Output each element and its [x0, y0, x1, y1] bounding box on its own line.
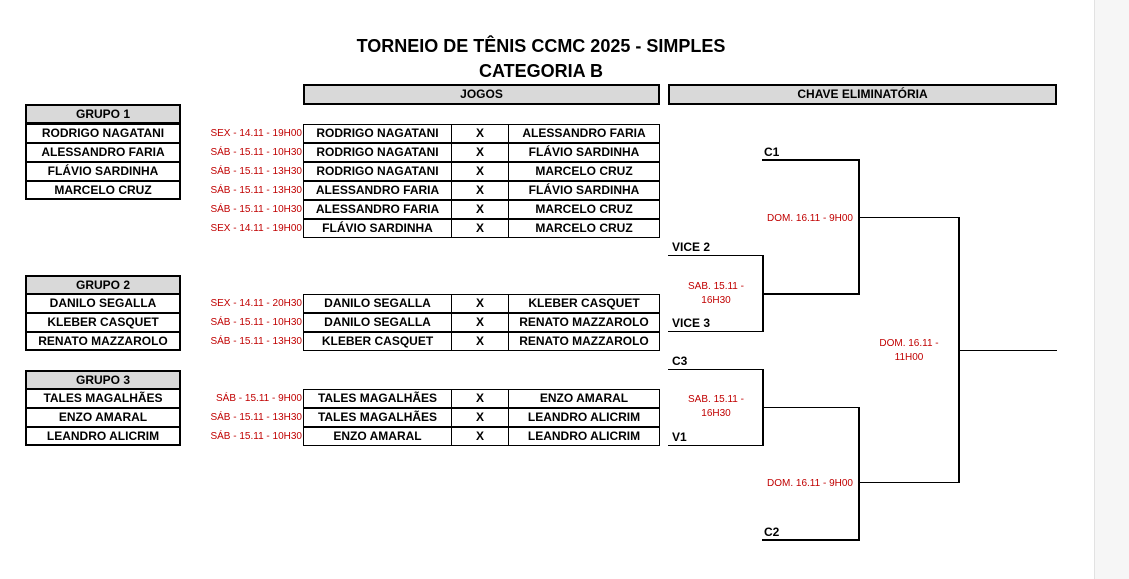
sf2-date: DOM. 16.11 - 9H00	[767, 478, 853, 489]
bracket-c2: C2	[764, 525, 780, 539]
match-player-2: LEANDRO ALICRIM	[508, 427, 660, 446]
group-1-player-2: ALESSANDRO FARIA	[25, 143, 181, 162]
sf1-date: DOM. 16.11 - 9H00	[767, 213, 853, 224]
match-player-2: MARCELO CRUZ	[508, 200, 660, 219]
group-3-player-1: TALES MAGALHÃES	[25, 389, 181, 408]
match-player-1: KLEBER CASQUET	[303, 332, 452, 351]
bracket-line-vice3	[668, 331, 764, 332]
match-time: SÁB - 15.11 - 13H30	[210, 412, 302, 423]
qf1-date-line2: 16H30	[701, 295, 731, 306]
qf2-date-line1: SAB. 15.11 -	[688, 394, 744, 405]
group-2-header: GRUPO 2	[25, 275, 181, 295]
group-1-player-1: RODRIGO NAGATANI	[25, 124, 181, 143]
match-time: SEX - 14.11 - 19H00	[210, 128, 302, 139]
group-1-player-3: FLÁVIO SARDINHA	[25, 162, 181, 181]
bracket-line-sf2-vertical	[858, 407, 860, 541]
match-player-1: ALESSANDRO FARIA	[303, 181, 452, 200]
group-2-player-1: DANILO SEGALLA	[25, 294, 181, 313]
bracket-line-v1	[668, 445, 764, 446]
bracket-vice3: VICE 3	[672, 316, 711, 330]
bracket-line-vice2	[668, 255, 764, 256]
group-2-player-2: KLEBER CASQUET	[25, 313, 181, 332]
match-player-1: TALES MAGALHÃES	[303, 389, 452, 408]
chave-header: CHAVE ELIMINATÓRIA	[668, 84, 1057, 105]
match-player-1: TALES MAGALHÃES	[303, 408, 452, 427]
bracket-line-qf2-out	[762, 407, 860, 408]
match-time: SÁB - 15.11 - 9H00	[216, 393, 302, 404]
bracket-line-c1	[762, 159, 860, 161]
match-time: SÁB - 15.11 - 10H30	[210, 204, 302, 215]
right-scroll-panel	[1094, 0, 1129, 579]
match-vs: X	[451, 143, 509, 162]
group-2-player-3: RENATO MAZZAROLO	[25, 332, 181, 351]
jogos-header: JOGOS	[303, 84, 660, 105]
bracket-line-sf2-out	[858, 482, 960, 483]
match-player-1: DANILO SEGALLA	[303, 313, 452, 332]
match-player-2: ENZO AMARAL	[508, 389, 660, 408]
match-player-2: FLÁVIO SARDINHA	[508, 181, 660, 200]
bracket-line-c2	[762, 539, 860, 541]
match-player-2: MARCELO CRUZ	[508, 219, 660, 238]
match-time: SÁB - 15.11 - 10H30	[210, 147, 302, 158]
qf1-date-line1: SAB. 15.11 -	[688, 281, 744, 292]
match-player-2: RENATO MAZZAROLO	[508, 313, 660, 332]
match-player-2: LEANDRO ALICRIM	[508, 408, 660, 427]
match-player-2: FLÁVIO SARDINHA	[508, 143, 660, 162]
match-time: SÁB - 15.11 - 13H30	[210, 166, 302, 177]
match-player-1: RODRIGO NAGATANI	[303, 162, 452, 181]
group-3-player-2: ENZO AMARAL	[25, 408, 181, 427]
match-vs: X	[451, 389, 509, 408]
match-vs: X	[451, 124, 509, 143]
match-time: SEX - 14.11 - 20H30	[210, 298, 302, 309]
match-vs: X	[451, 200, 509, 219]
match-player-1: RODRIGO NAGATANI	[303, 143, 452, 162]
page-title: TORNEIO DE TÊNIS CCMC 2025 - SIMPLES	[356, 36, 726, 56]
group-1-header: GRUPO 1	[25, 104, 181, 124]
match-vs: X	[451, 408, 509, 427]
match-player-1: FLÁVIO SARDINHA	[303, 219, 452, 238]
match-time: SÁB - 15.11 - 10H30	[210, 431, 302, 442]
match-time: SÁB - 15.11 - 13H30	[210, 336, 302, 347]
match-vs: X	[451, 219, 509, 238]
group-3-header: GRUPO 3	[25, 370, 181, 390]
match-vs: X	[451, 427, 509, 446]
bracket-vice2: VICE 2	[672, 240, 711, 254]
match-player-1: ALESSANDRO FARIA	[303, 200, 452, 219]
final-date-line2: 11H00	[894, 352, 924, 363]
bracket-c3: C3	[672, 354, 688, 368]
match-player-2: RENATO MAZZAROLO	[508, 332, 660, 351]
match-player-1: RODRIGO NAGATANI	[303, 124, 452, 143]
group-3-player-3: LEANDRO ALICRIM	[25, 427, 181, 446]
bracket-line-sf1-out	[858, 217, 960, 218]
bracket-v1: V1	[672, 430, 687, 444]
match-vs: X	[451, 181, 509, 200]
match-time: SEX - 14.11 - 19H00	[210, 223, 302, 234]
match-vs: X	[451, 162, 509, 181]
bracket-line-qf1-out	[762, 293, 860, 295]
match-player-2: MARCELO CRUZ	[508, 162, 660, 181]
final-date-line1: DOM. 16.11 -	[879, 338, 939, 349]
match-vs: X	[451, 313, 509, 332]
page-subtitle: CATEGORIA B	[479, 61, 603, 81]
match-time: SÁB - 15.11 - 13H30	[210, 185, 302, 196]
match-vs: X	[451, 294, 509, 313]
match-time: SÁB - 15.11 - 10H30	[210, 317, 302, 328]
match-vs: X	[451, 332, 509, 351]
match-player-2: ALESSANDRO FARIA	[508, 124, 660, 143]
match-player-1: DANILO SEGALLA	[303, 294, 452, 313]
bracket-c1: C1	[764, 145, 780, 159]
bracket-line-c3	[668, 369, 764, 370]
bracket-line-final-out	[958, 350, 1057, 351]
bracket-line-sf1-vertical	[858, 159, 860, 295]
match-player-1: ENZO AMARAL	[303, 427, 452, 446]
match-player-2: KLEBER CASQUET	[508, 294, 660, 313]
qf2-date-line2: 16H30	[701, 408, 731, 419]
group-1-player-4: MARCELO CRUZ	[25, 181, 181, 200]
